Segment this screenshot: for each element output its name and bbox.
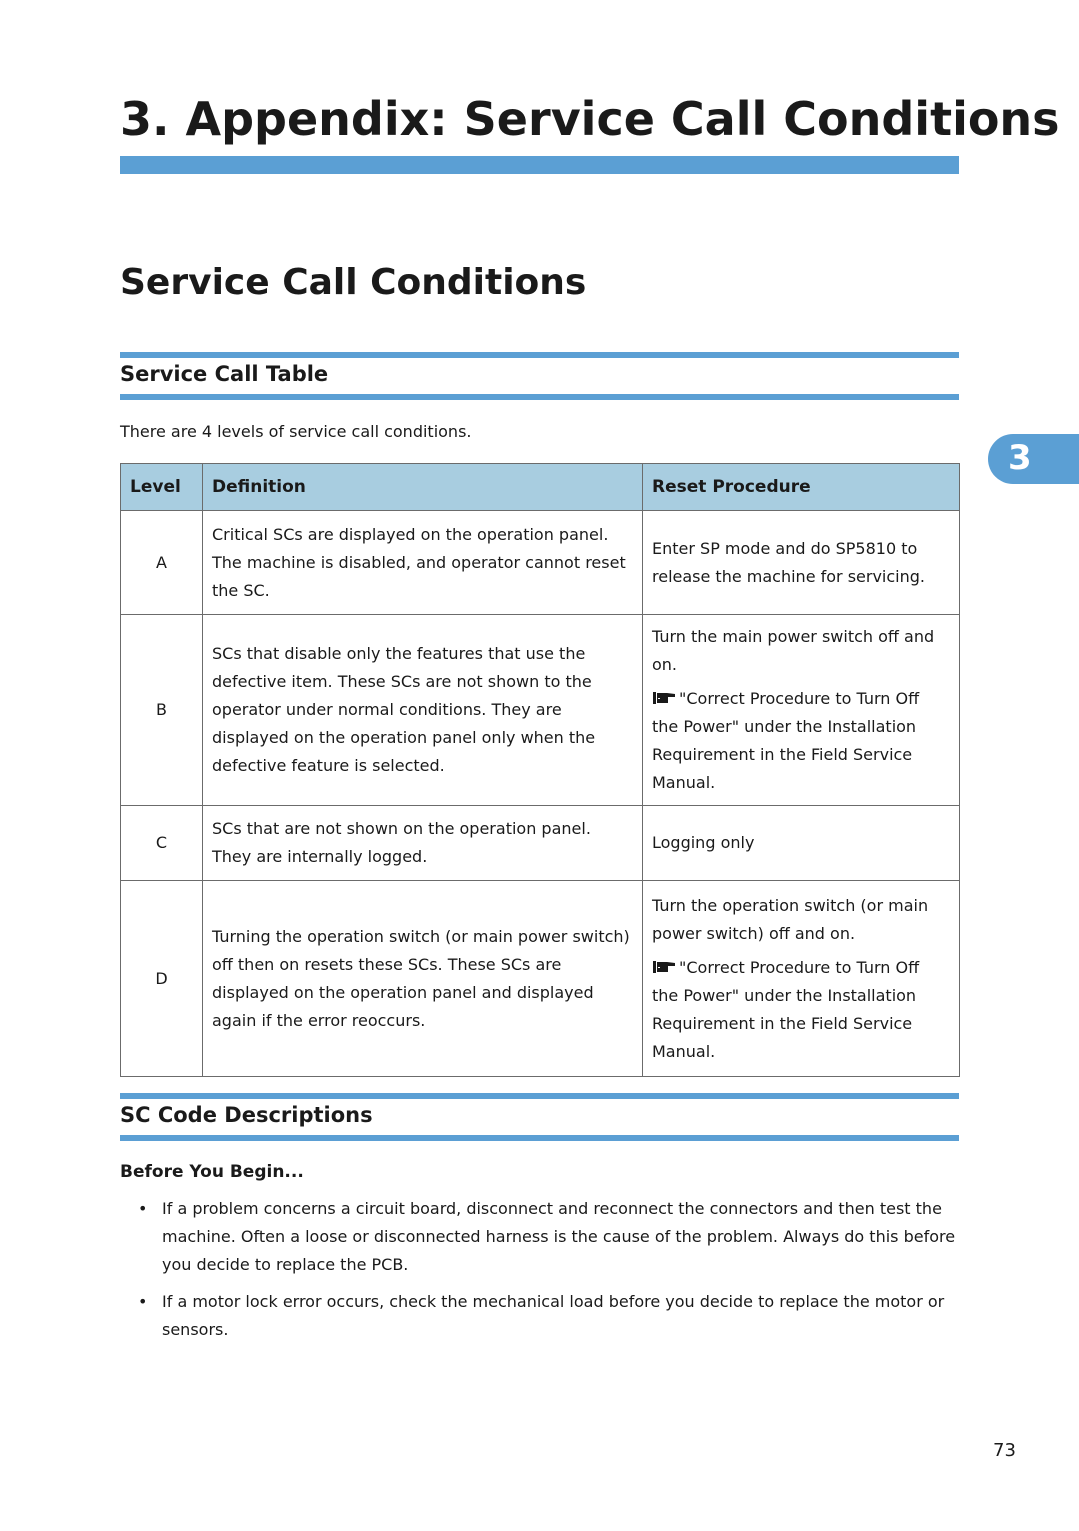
table-row	[121, 881, 960, 1077]
reset-procedure-text: Turn the operation switch (or main power switch) off and on.	[652, 895, 929, 943]
section-title: Service Call Conditions	[120, 262, 587, 303]
table-row	[121, 806, 960, 881]
table-header-row	[121, 464, 960, 511]
level-cell: A	[121, 511, 203, 615]
column-header-reset-procedure: Reset Procedure	[643, 464, 960, 511]
reset-procedure-cell	[643, 615, 960, 806]
reference-note	[652, 954, 950, 1066]
intro-text: There are 4 levels of service call conditions.	[120, 422, 472, 441]
chapter-tab-marker	[988, 434, 1079, 484]
column-header-level: Level	[121, 464, 203, 511]
chapter-title-bar	[120, 156, 959, 174]
chapter-title: 3. Appendix: Service Call Conditions	[120, 92, 1060, 146]
sc-code-descriptions-heading-text: SC Code Descriptions	[120, 1103, 373, 1127]
service-call-table-heading	[120, 352, 959, 400]
definition-cell: SCs that disable only the features that use the defective item. These SCs are not shown to the operator under normal conditions. They are displayed on the operation panel only when the defective feature is selected.	[203, 615, 643, 806]
definition-cell: Turning the operation switch (or main power switch) off then on resets these SCs. These SCs are displayed on the operation panel and displayed again if the error reoccurs.	[203, 881, 643, 1077]
sc-code-descriptions-heading	[120, 1093, 959, 1141]
reset-procedure-text: Turn the main power switch off and on.	[652, 627, 935, 674]
table-row	[121, 615, 960, 806]
before-you-begin-list	[120, 1195, 960, 1353]
level-cell: D	[121, 881, 203, 1077]
list-item: • If a motor lock error occurs, check the mechanical load before you decide to replace the motor or sensors.	[120, 1288, 960, 1344]
chapter-tab-number: 3	[1008, 438, 1032, 478]
level-cell: B	[121, 615, 203, 806]
reset-procedure-cell: Logging only	[643, 806, 960, 881]
reference-note	[652, 685, 950, 797]
level-cell: C	[121, 806, 203, 881]
reset-procedure-cell	[643, 881, 960, 1077]
table-row	[121, 511, 960, 615]
list-item: • If a problem concerns a circuit board, disconnect and reconnect the connectors and then test the machine. Often a loose or disconnected harness is the cause of the problem. Always do this before you decide to replace the PCB.	[120, 1195, 960, 1279]
reference-text: "Correct Procedure to Turn Off the Power" under the Installation Requirement in the Field Service Manual.	[652, 689, 920, 792]
column-header-definition: Definition	[203, 464, 643, 511]
pointing-hand-icon	[652, 687, 676, 704]
reference-text: "Correct Procedure to Turn Off the Power" under the Installation Requirement in the Field Service Manual.	[652, 957, 920, 1061]
page-number: 73	[993, 1440, 1016, 1461]
service-call-table	[120, 463, 960, 1077]
reset-procedure-cell: Enter SP mode and do SP5810 to release the machine for servicing.	[643, 511, 960, 615]
definition-cell: Critical SCs are displayed on the operation panel. The machine is disabled, and operator cannot reset the SC.	[203, 511, 643, 615]
before-you-begin-title: Before You Begin...	[120, 1162, 304, 1182]
definition-cell: SCs that are not shown on the operation panel. They are internally logged.	[203, 806, 643, 881]
pointing-hand-icon	[652, 956, 676, 973]
service-call-table-heading-text: Service Call Table	[120, 362, 329, 386]
